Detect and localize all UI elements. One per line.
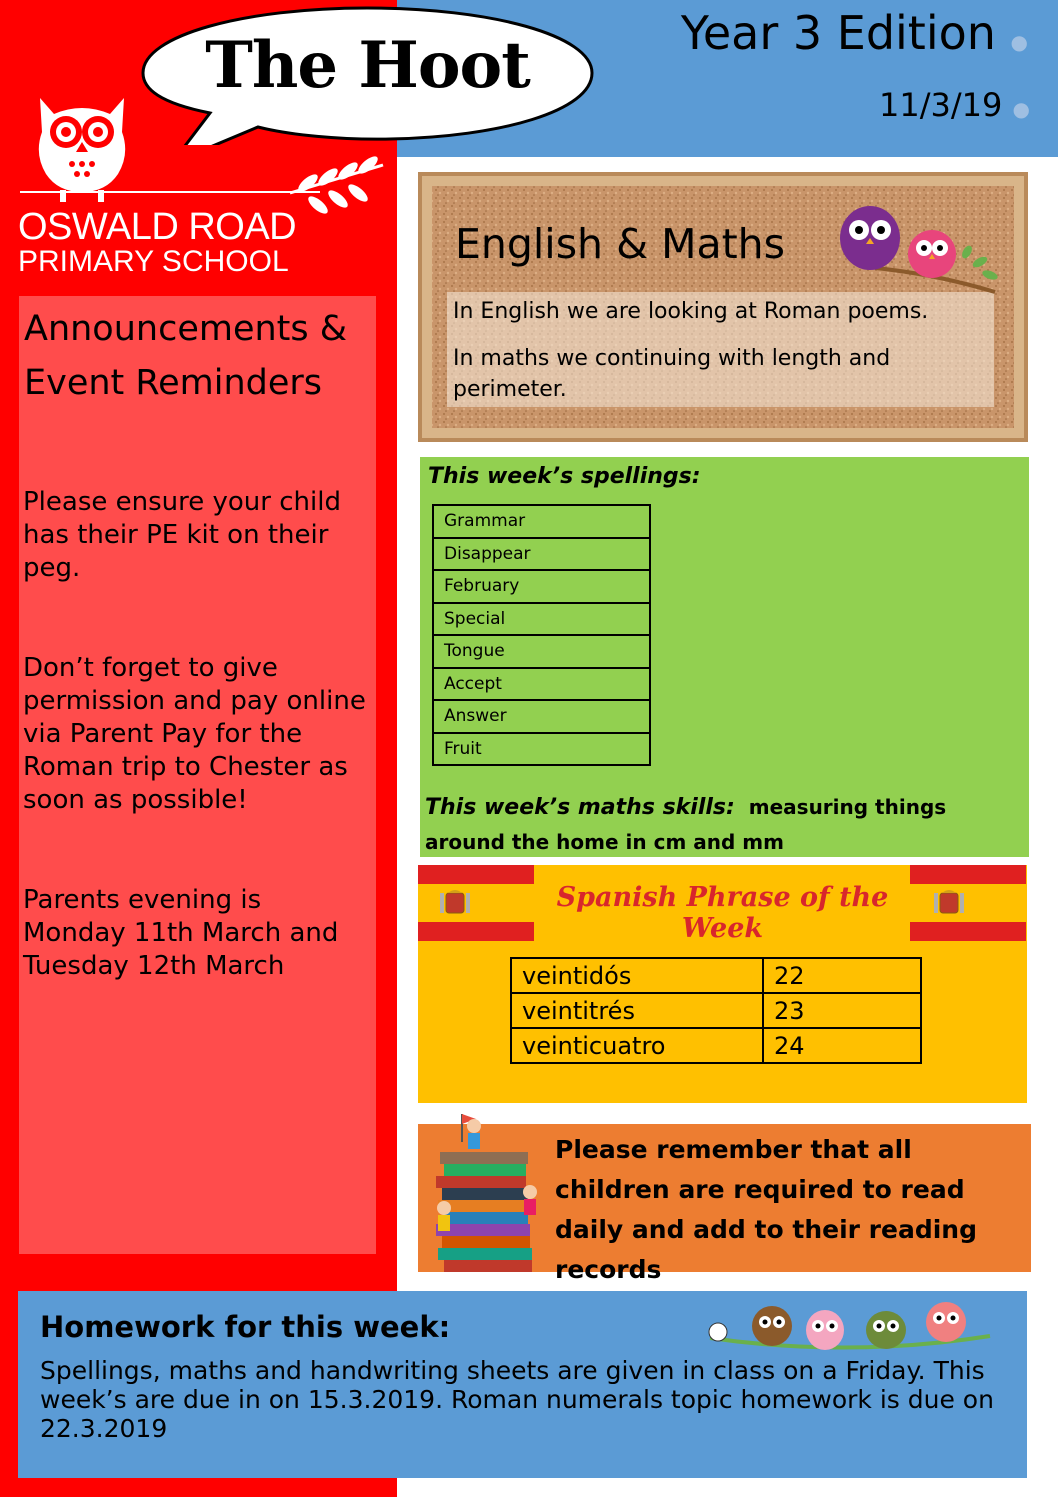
table-row	[433, 570, 650, 603]
table-row	[433, 700, 650, 733]
announcement-pe-kit: Please ensure your child has their PE kit on their peg.	[23, 487, 341, 583]
reading-reminder: Please remember that all children are required to read daily and add to their reading records	[555, 1135, 977, 1284]
table-row	[511, 1028, 921, 1063]
spelling-word: Special	[433, 603, 650, 636]
table-row	[433, 505, 650, 538]
spelling-word: Disappear	[433, 538, 650, 571]
logo-divider	[20, 191, 320, 193]
table-row	[511, 958, 921, 993]
edition-label: Year 3 Edition ●	[680, 6, 1028, 60]
spanish-title: Spanish Phrase of the Week	[556, 882, 889, 944]
english-text: In English we are looking at Roman poems.	[453, 299, 929, 324]
homework-title: Homework for this week:	[40, 1310, 451, 1344]
spelling-word: Answer	[433, 700, 650, 733]
spanish-number: 22	[763, 958, 921, 993]
table-row	[433, 635, 650, 668]
announcement-roman-trip: Don’t forget to give permission and pay online via Parent Pay for the Roman trip to Chester as soon as possible!	[23, 653, 366, 815]
spellings-table	[432, 504, 651, 766]
spanish-word: veintidós	[511, 958, 763, 993]
spanish-word: veintitrés	[511, 993, 763, 1028]
spanish-flag-icon	[910, 865, 1026, 941]
spanish-table	[510, 957, 922, 1064]
spanish-number: 24	[763, 1028, 921, 1063]
table-row	[433, 603, 650, 636]
school-name: OSWALD ROAD PRIMARY SCHOOL	[18, 206, 297, 278]
spellings-title: This week’s spellings:	[428, 464, 701, 489]
edition-date: 11/3/19 ●	[879, 86, 1030, 124]
owls-on-branch-icon	[835, 200, 1000, 300]
announcement-parents-evening: Parents evening is Monday 11th March and Tuesday 12th March	[23, 885, 339, 981]
laurel-leaves-icon	[288, 155, 388, 225]
spelling-word: Accept	[433, 668, 650, 701]
table-row	[433, 733, 650, 766]
spanish-word: veinticuatro	[511, 1028, 763, 1063]
table-row	[433, 538, 650, 571]
maths-skills-label: This week’s maths skills:	[425, 795, 735, 820]
homework-text: Spellings, maths and handwriting sheets are given in class on a Friday. This week’s are due in on 15.3.2019. Roman numerals topic homework is due on 22.3.2019	[40, 1356, 994, 1443]
spelling-word: Tongue	[433, 635, 650, 668]
newsletter-title: The Hoot	[205, 28, 530, 103]
owl-row-icon	[700, 1298, 1000, 1360]
spelling-word: Fruit	[433, 733, 650, 766]
table-row	[433, 668, 650, 701]
announcements-title: Announcements & Event Reminders	[24, 309, 348, 403]
table-row	[511, 993, 921, 1028]
spanish-number: 23	[763, 993, 921, 1028]
maths-skills	[425, 790, 1025, 860]
spanish-flag-icon	[418, 865, 534, 941]
owl-logo-icon	[22, 92, 142, 204]
books-children-icon	[430, 1112, 550, 1280]
maths-skills-text: measuring things around the home in cm and mm	[425, 795, 947, 854]
english-maths-title: English & Maths	[455, 220, 786, 268]
spelling-word: February	[433, 570, 650, 603]
spelling-word: Grammar	[433, 505, 650, 538]
maths-text: In maths we continuing with length and perimeter.	[453, 346, 891, 402]
